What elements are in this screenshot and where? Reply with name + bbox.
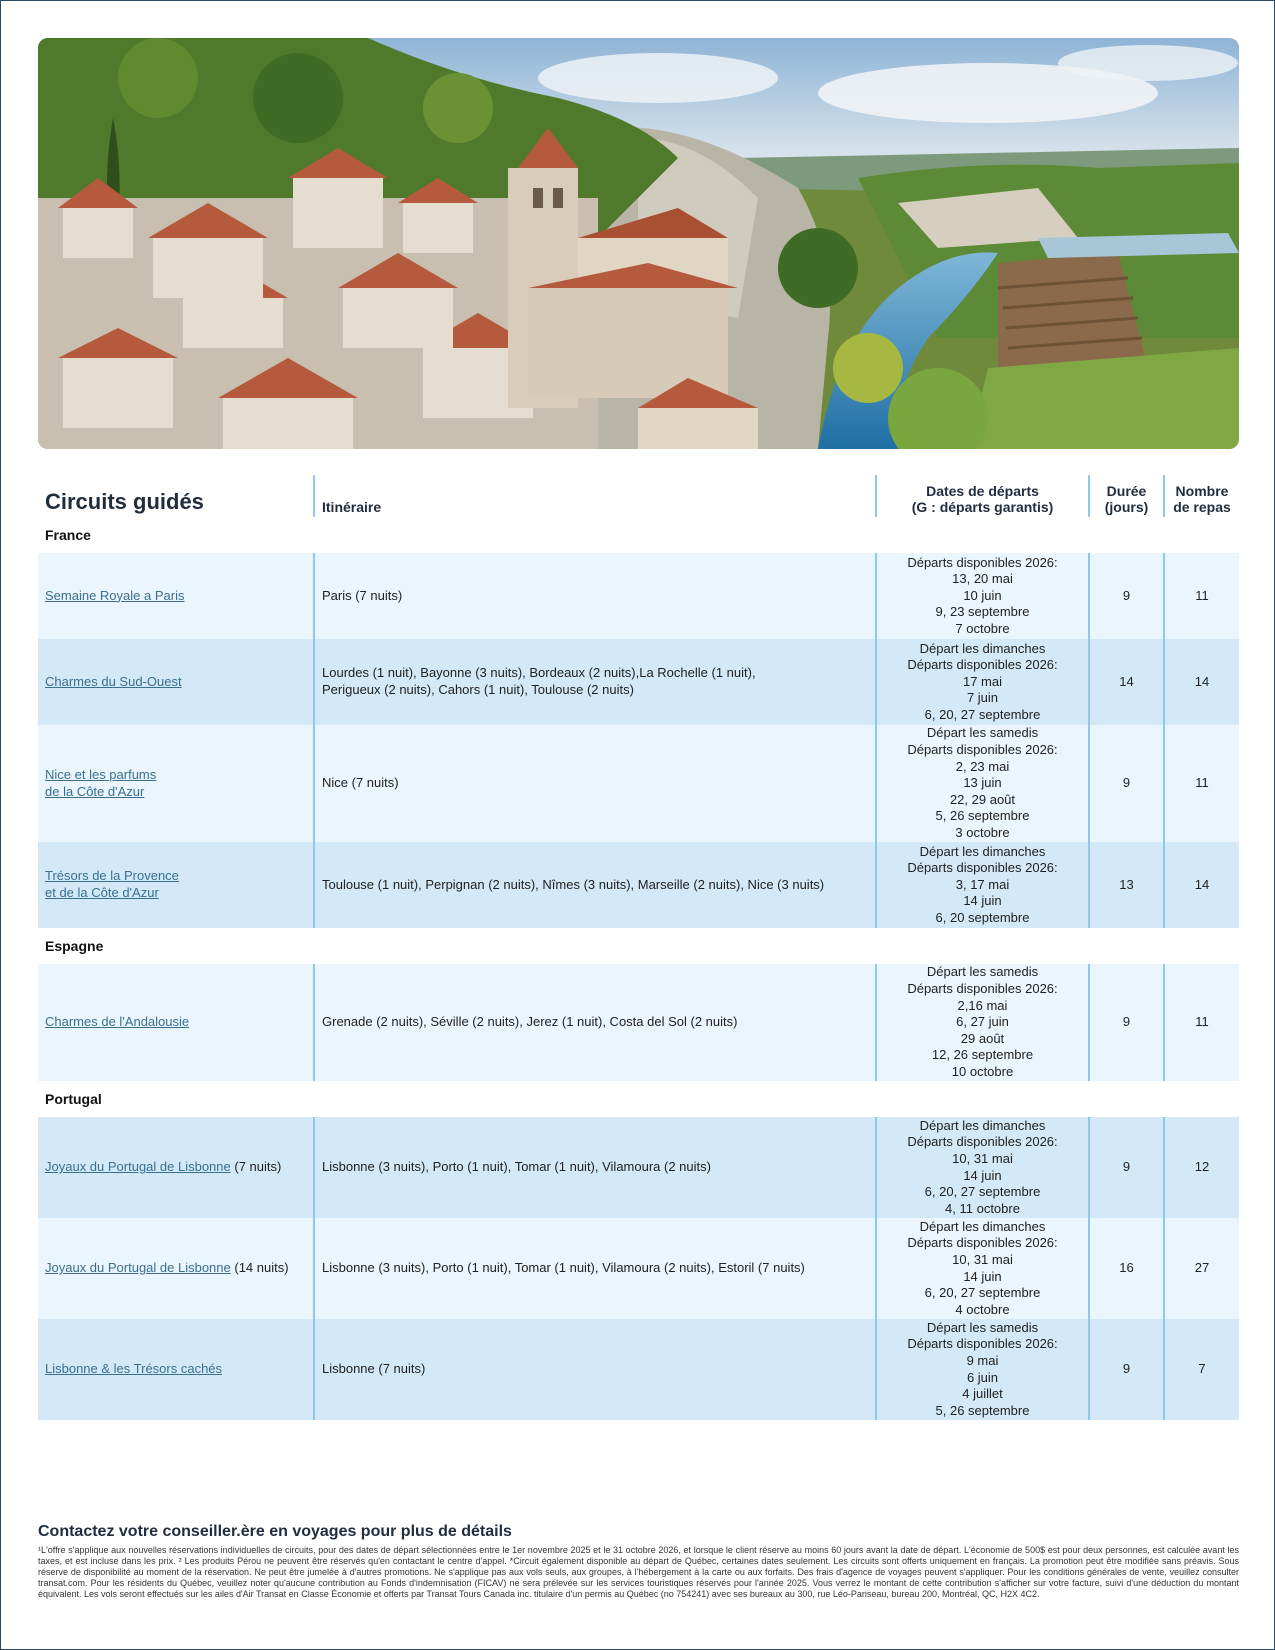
date-line: 4, 11 octobre — [945, 1200, 1020, 1216]
hero-image — [38, 38, 1239, 449]
tour-link[interactable] — [45, 1361, 222, 1376]
tours-table — [38, 475, 1239, 1420]
tour-link[interactable] — [45, 1159, 231, 1174]
duration-cell: 9 — [1088, 725, 1163, 842]
section-espagne: Espagne — [45, 938, 104, 954]
meals-cell: 11 — [1163, 964, 1239, 1081]
date-line: 22, 29 août — [949, 791, 1016, 807]
date-line: 10, 31 mai — [952, 1150, 1013, 1166]
tour-nights-suffix: (14 nuits) — [230, 1260, 289, 1276]
date-line: Départ les samedis — [926, 1319, 1039, 1335]
date-line: 6 juin — [966, 1369, 999, 1385]
date-line: 2,16 mai — [957, 997, 1008, 1013]
date-line: 6, 27 juin — [956, 1014, 1009, 1030]
group-espagne — [38, 964, 1239, 1081]
itinerary-line: Perigueux (2 nuits), Cahors (1 nuit), Toulouse (2 nuits) — [322, 682, 634, 697]
header-itinerary: Itinéraire — [322, 499, 382, 515]
header-dates-line2: (G : départs garantis) — [911, 499, 1054, 515]
header-dates-cell — [875, 475, 1088, 517]
tour-link-line[interactable]: Nice et les parfums — [45, 766, 157, 782]
itinerary-text — [322, 665, 756, 698]
date-line: 6, 20, 27 septembre — [924, 1285, 1041, 1301]
date-line: Départ les samedis — [926, 725, 1039, 741]
date-line: Départs disponibles 2026: — [907, 981, 1058, 997]
itinerary-cell — [313, 964, 875, 1081]
date-line: Départs disponibles 2026: — [907, 742, 1058, 758]
duration-cell: 9 — [1088, 1117, 1163, 1218]
tour-link-line[interactable]: Charmes de l'Andalousie — [45, 1014, 190, 1030]
meals-cell: 7 — [1163, 1319, 1239, 1420]
tour-link-line[interactable]: Lisbonne & les Trésors cachés — [45, 1361, 223, 1377]
itinerary-text — [322, 588, 402, 605]
table-row — [38, 1319, 1239, 1420]
date-line: 14 juin — [963, 1167, 1002, 1183]
date-line: Départ les dimanches — [919, 1117, 1046, 1133]
dates-cell — [875, 1319, 1088, 1420]
date-line: 2, 23 mai — [955, 758, 1010, 774]
itinerary-line: Grenade (2 nuits), Séville (2 nuits), Jerez (1 nuit), Costa del Sol (2 nuits) — [322, 1014, 738, 1030]
date-line: 7 octobre — [955, 620, 1010, 636]
meals-cell: 11 — [1163, 725, 1239, 842]
tour-name-cell — [38, 842, 313, 928]
date-line: Départs disponibles 2026: — [907, 860, 1058, 876]
duration-cell: 14 — [1088, 639, 1163, 725]
tour-link-line[interactable]: Joyaux du Portugal de Lisbonne — [45, 1159, 231, 1175]
duration-cell: 9 — [1088, 964, 1163, 1081]
itinerary-cell — [313, 1117, 875, 1218]
date-line: Départ les samedis — [926, 964, 1039, 980]
tour-name — [45, 868, 179, 901]
itinerary-text — [322, 877, 824, 894]
itinerary-text — [322, 775, 399, 792]
date-line: Départs disponibles 2026: — [907, 1336, 1058, 1352]
footer — [38, 1523, 1239, 1600]
header-meals-line2: de repas — [1173, 499, 1231, 515]
date-line: 4 octobre — [955, 1301, 1010, 1317]
legal-disclaimer: ¹L'offre s'applique aux nouvelles réservations individuelles de circuits, pour des dates de départ sélectionnées entre le 1er novembre 2025 et le 31 octobre 2026, et lorsque le client réserve au moins 60 jours avant la date de départ. L'économie de 500$ est pour deux personnes, est calculée avant les taxes, et est incluse dans les prix. ² Les produits Pérou ne peuvent être réservés qu'en contactant le centre d'appel. *Circuit également disponible au départ de Québec, certaines dates seulement. Les circuits sont offerts uniquement en français. La promotion peut être modifiée sans préavis. Sous réserve de disponibilité au moment de la réservation. Ne peut être jumelée à d'autres promotions. Ne s'applique pas aux vols seuls, aux groupes, à l'hébergement à la carte ou aux forfaits. Des frais d'agence de voyages peuvent s'appliquer. Pour les conditions générales de vente, veuillez consulter transat.com. Pour les résidents du Québec, veuillez noter qu'aucune contribution au Fonds d'indemnisation (FICAV) ne sera prélevée sur les services touristiques réservés pour l'année 2025. Vous verrez le montant de cette contribution s'afficher sur votre facture, suivi d'une déduction du montant équivalent. Les vols seront effectués sur les ailes d'Air Transat en Classe Économie et offerts par Transat Tours Canada inc. titulaire d'un permis au Québec (no 754241) avec ses bureaux au 300, rue Léo-Pariseau, bureau 200, Montréal, QC, H2X 4C2. — [38, 1545, 1239, 1599]
itinerary-line: Toulouse (1 nuit), Perpignan (2 nuits), Nîmes (3 nuits), Marseille (2 nuits), Nice (3 nuits) — [322, 876, 825, 892]
header-dates-g-note: : départs garantis) — [927, 499, 1054, 515]
tour-link[interactable] — [45, 1260, 231, 1275]
tour-name — [45, 1260, 289, 1277]
header-duration-line2: (jours) — [1104, 499, 1149, 515]
date-line: Départ les dimanches — [919, 843, 1046, 859]
section-portugal: Portugal — [45, 1091, 102, 1107]
page-title: Circuits guidés — [45, 489, 204, 514]
tour-name — [45, 1159, 281, 1176]
date-line: 14 juin — [963, 893, 1002, 909]
tour-name — [45, 588, 184, 605]
date-line: 6, 20 septembre — [935, 909, 1030, 925]
date-line: Départs disponibles 2026: — [907, 554, 1058, 570]
date-line: Départs disponibles 2026: — [907, 1134, 1058, 1150]
itinerary-cell — [313, 639, 875, 725]
table-row — [38, 1218, 1239, 1319]
date-line: 7 juin — [966, 690, 999, 706]
date-line: 3 octobre — [955, 824, 1010, 840]
tour-link-line[interactable]: de la Côte d'Azur — [45, 783, 145, 799]
date-line: Départs disponibles 2026: — [907, 657, 1058, 673]
date-line: 13, 20 mai — [952, 571, 1013, 587]
section-france: France — [45, 527, 91, 543]
tour-link-line[interactable]: et de la Côte d'Azur — [45, 885, 159, 900]
duration-cell: 16 — [1088, 1218, 1163, 1319]
tour-name-cell — [38, 964, 313, 1081]
itinerary-cell — [313, 1218, 875, 1319]
date-line: 14 juin — [963, 1268, 1002, 1284]
date-line: 29 août — [960, 1030, 1005, 1046]
tour-name — [45, 1014, 189, 1031]
dates-cell — [875, 639, 1088, 725]
dates-cell — [875, 842, 1088, 928]
header-dates-g: G — [916, 499, 928, 515]
itinerary-cell — [313, 553, 875, 639]
date-line: 10 juin — [963, 587, 1002, 603]
tour-name-cell — [38, 639, 313, 725]
header-meals-line1: Nombre — [1175, 483, 1229, 499]
date-line: 4 juillet — [962, 1386, 1003, 1402]
tour-name — [45, 1361, 222, 1378]
dates-cell — [875, 725, 1088, 842]
date-line: 5, 26 septembre — [935, 808, 1030, 824]
group-france — [38, 553, 1239, 928]
itinerary-line: Lisbonne (3 nuits), Porto (1 nuit), Tomar (1 nuit), Vilamoura (2 nuits), Estoril (7 nuits) — [322, 1260, 805, 1276]
itinerary-text — [322, 1159, 711, 1176]
tour-name-cell — [38, 553, 313, 639]
tour-name — [45, 674, 182, 691]
tour-link[interactable] — [45, 588, 184, 603]
date-line: 10, 31 mai — [952, 1251, 1013, 1267]
table-row — [38, 964, 1239, 1081]
header-duration-line1: Durée — [1106, 483, 1147, 499]
header-itinerary-cell — [313, 475, 875, 517]
table-row — [38, 639, 1239, 725]
table-row — [38, 842, 1239, 928]
tour-link-line[interactable]: Charmes du Sud-Ouest — [45, 673, 182, 689]
meals-cell: 11 — [1163, 553, 1239, 639]
landscape-illustration — [38, 38, 1239, 449]
dates-cell — [875, 553, 1088, 639]
meals-cell: 12 — [1163, 1117, 1239, 1218]
tour-link-line[interactable]: Trésors de la Provence — [45, 868, 179, 884]
header-meals-cell — [1163, 475, 1239, 517]
meals-cell: 27 — [1163, 1218, 1239, 1319]
itinerary-cell — [313, 1319, 875, 1420]
header-title-cell — [38, 475, 313, 517]
tour-name-cell — [38, 1319, 313, 1420]
tour-name-cell — [38, 1117, 313, 1218]
date-line: 13 juin — [963, 775, 1002, 791]
itinerary-line: Lisbonne (3 nuits), Porto (1 nuit), Tomar (1 nuit), Vilamoura (2 nuits) — [322, 1159, 711, 1175]
dates-list — [907, 725, 1057, 841]
tour-link-line[interactable]: Joyaux du Portugal de Lisbonne — [45, 1260, 231, 1276]
tour-name-cell — [38, 725, 313, 842]
dates-list — [907, 964, 1057, 1080]
dates-list — [907, 844, 1057, 927]
itinerary-cell — [313, 842, 875, 928]
itinerary-text — [322, 1014, 737, 1031]
itinerary-line: Lourdes (1 nuit), Bayonne (3 nuits), Bordeaux (2 nuits),La Rochelle (1 nuit), — [322, 665, 756, 681]
date-line: Départs disponibles 2026: — [907, 1235, 1058, 1251]
itinerary-line: Paris (7 nuits) — [322, 587, 403, 603]
tour-link[interactable] — [45, 767, 156, 799]
dates-list — [907, 641, 1057, 724]
table-header — [38, 475, 1239, 517]
itinerary-cell — [313, 725, 875, 842]
date-line: Départ les dimanches — [919, 1218, 1046, 1234]
dates-cell — [875, 1117, 1088, 1218]
table-row — [38, 725, 1239, 842]
tour-name-cell — [38, 1218, 313, 1319]
header-duration-cell — [1088, 475, 1163, 517]
dates-list — [907, 1219, 1057, 1319]
date-line: 10 octobre — [951, 1063, 1014, 1079]
dates-list — [907, 1320, 1057, 1420]
date-line: 9 mai — [966, 1352, 999, 1368]
itinerary-text — [322, 1260, 805, 1277]
header-dates-line1: Dates de départs — [926, 483, 1039, 499]
date-line: Départ les dimanches — [919, 640, 1046, 656]
itinerary-line: Lisbonne (7 nuits) — [322, 1361, 426, 1377]
meals-cell: 14 — [1163, 842, 1239, 928]
tour-link[interactable] — [45, 1014, 189, 1029]
date-line: 5, 26 septembre — [935, 1402, 1030, 1418]
dates-cell — [875, 1218, 1088, 1319]
date-line: 9, 23 septembre — [935, 604, 1030, 620]
dates-list — [907, 555, 1057, 638]
itinerary-line: Nice (7 nuits) — [322, 775, 399, 791]
dates-cell — [875, 964, 1088, 1081]
tour-link-line[interactable]: Semaine Royale a Paris — [45, 587, 185, 603]
tour-nights-suffix: (7 nuits) — [230, 1159, 282, 1175]
date-line: 12, 26 septembre — [931, 1047, 1034, 1063]
date-line: 3, 17 mai — [955, 876, 1010, 892]
meals-cell: 14 — [1163, 639, 1239, 725]
duration-cell: 13 — [1088, 842, 1163, 928]
date-line: 17 mai — [962, 673, 1002, 689]
date-line: 6, 20, 27 septembre — [924, 706, 1041, 722]
tour-name — [45, 767, 156, 800]
tour-link[interactable] — [45, 674, 182, 689]
group-portugal — [38, 1117, 1239, 1420]
date-line: 6, 20, 27 septembre — [924, 1184, 1041, 1200]
table-row — [38, 1117, 1239, 1218]
duration-cell: 9 — [1088, 1319, 1163, 1420]
tour-link[interactable] — [45, 868, 179, 900]
duration-cell: 9 — [1088, 553, 1163, 639]
contact-heading: Contactez votre conseiller.ère en voyages pour plus de détails — [38, 1523, 512, 1540]
itinerary-text — [322, 1361, 425, 1378]
dates-list — [907, 1118, 1057, 1218]
table-row — [38, 553, 1239, 639]
